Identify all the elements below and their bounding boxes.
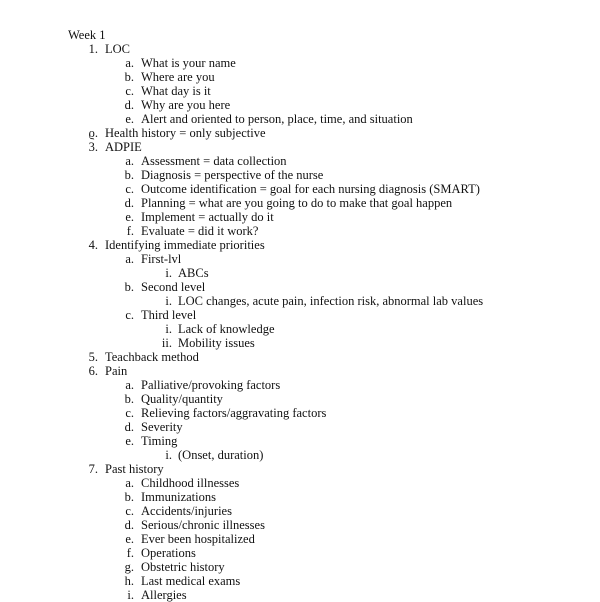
list-item-text: Identifying immediate priorities: [105, 238, 265, 252]
list-item-text: Where are you: [141, 70, 215, 84]
list-marker: a.: [125, 476, 134, 490]
list-item-text: Palliative/provoking factors: [141, 378, 281, 392]
list-marker: f.: [126, 546, 134, 560]
list-item-text: Third level: [141, 308, 197, 322]
list-marker: c.: [125, 182, 134, 196]
list-marker: 7.: [88, 462, 98, 476]
list-marker: i.: [165, 322, 172, 336]
list-marker: b.: [124, 168, 134, 182]
list-item-text: Teachback method: [105, 350, 199, 364]
list-marker: h.: [124, 574, 134, 588]
list-marker: e.: [125, 434, 134, 448]
list-marker: 3.: [88, 140, 98, 154]
list-marker: c.: [125, 308, 134, 322]
list-item-text: LOC changes, acute pain, infection risk, abnormal lab values: [178, 294, 484, 308]
list-item-text: Quality/quantity: [141, 392, 223, 406]
list-marker: e.: [125, 210, 134, 224]
list-marker: a.: [125, 56, 134, 70]
list-item-text: Relieving factors/aggravating factors: [141, 406, 327, 420]
list-marker: e.: [125, 112, 134, 126]
list-marker: b.: [124, 490, 134, 504]
list-item-text: Past history: [105, 462, 164, 476]
list-marker: a.: [125, 252, 134, 266]
list-item-text: Pain: [105, 364, 128, 378]
list-item-text: What is your name: [141, 56, 236, 70]
document-title: Week 1: [68, 28, 106, 42]
list-marker: e.: [125, 532, 134, 546]
list-marker: b.: [124, 392, 134, 406]
list-marker: 1.: [88, 42, 98, 56]
list-item-text: Planning = what are you going to do to make that goal happen: [141, 196, 453, 210]
list-item-text: Second level: [141, 280, 206, 294]
list-marker: i.: [165, 266, 172, 280]
list-marker: d.: [124, 98, 134, 112]
list-item-text: Allergies: [141, 588, 187, 602]
list-marker: i.: [165, 294, 172, 308]
list-item-text: (Onset, duration): [178, 448, 264, 462]
list-item-text: First-lvl: [141, 252, 182, 266]
list-marker: 5.: [88, 350, 98, 364]
list-item-text: Obstetric history: [141, 560, 225, 574]
list-marker: d.: [124, 420, 134, 434]
list-marker: b.: [124, 70, 134, 84]
list-marker: c.: [125, 84, 134, 98]
list-item-text: ABCs: [178, 266, 209, 280]
list-item-text: Why are you here: [141, 98, 231, 112]
list-item-text: Outcome identification = goal for each nursing diagnosis (SMART): [141, 182, 480, 196]
list-item-text: Ever been hospitalized: [141, 532, 255, 546]
list-marker: 6.: [88, 364, 98, 378]
list-item-text: ADPIE: [105, 140, 142, 154]
list-item-text: Diagnosis = perspective of the nurse: [141, 168, 324, 182]
list-item-text: What day is it: [141, 84, 211, 98]
list-marker: 4.: [88, 238, 98, 252]
list-item-text: Mobility issues: [178, 336, 255, 350]
list-item-text: Alert and oriented to person, place, time, and situation: [141, 112, 413, 126]
list-marker: ϱ.: [88, 126, 98, 140]
list-item-text: Health history = only subjective: [105, 126, 266, 140]
list-item-text: Last medical exams: [141, 574, 241, 588]
list-marker: i.: [165, 448, 172, 462]
list-item-text: Accidents/injuries: [141, 504, 232, 518]
list-item-text: LOC: [105, 42, 130, 56]
list-marker: a.: [125, 154, 134, 168]
list-marker: b.: [124, 280, 134, 294]
list-marker: f.: [126, 224, 134, 238]
list-marker: g.: [124, 560, 134, 574]
list-item-text: Serious/chronic illnesses: [141, 518, 265, 532]
list-marker: c.: [125, 504, 134, 518]
list-marker: a.: [125, 378, 134, 392]
list-item-text: Immunizations: [141, 490, 216, 504]
list-item-text: Timing: [141, 434, 178, 448]
list-item-text: Severity: [141, 420, 183, 434]
list-marker: ii.: [161, 336, 172, 350]
list-item-text: Evaluate = did it work?: [141, 224, 259, 238]
list-marker: i.: [127, 588, 134, 602]
list-item-text: Implement = actually do it: [141, 210, 274, 224]
list-item-text: Operations: [141, 546, 196, 560]
list-marker: d.: [124, 196, 134, 210]
list-marker: d.: [124, 518, 134, 532]
list-marker: c.: [125, 406, 134, 420]
list-item-text: Lack of knowledge: [178, 322, 275, 336]
list-item-text: Childhood illnesses: [141, 476, 240, 490]
list-item-text: Assessment = data collection: [141, 154, 287, 168]
